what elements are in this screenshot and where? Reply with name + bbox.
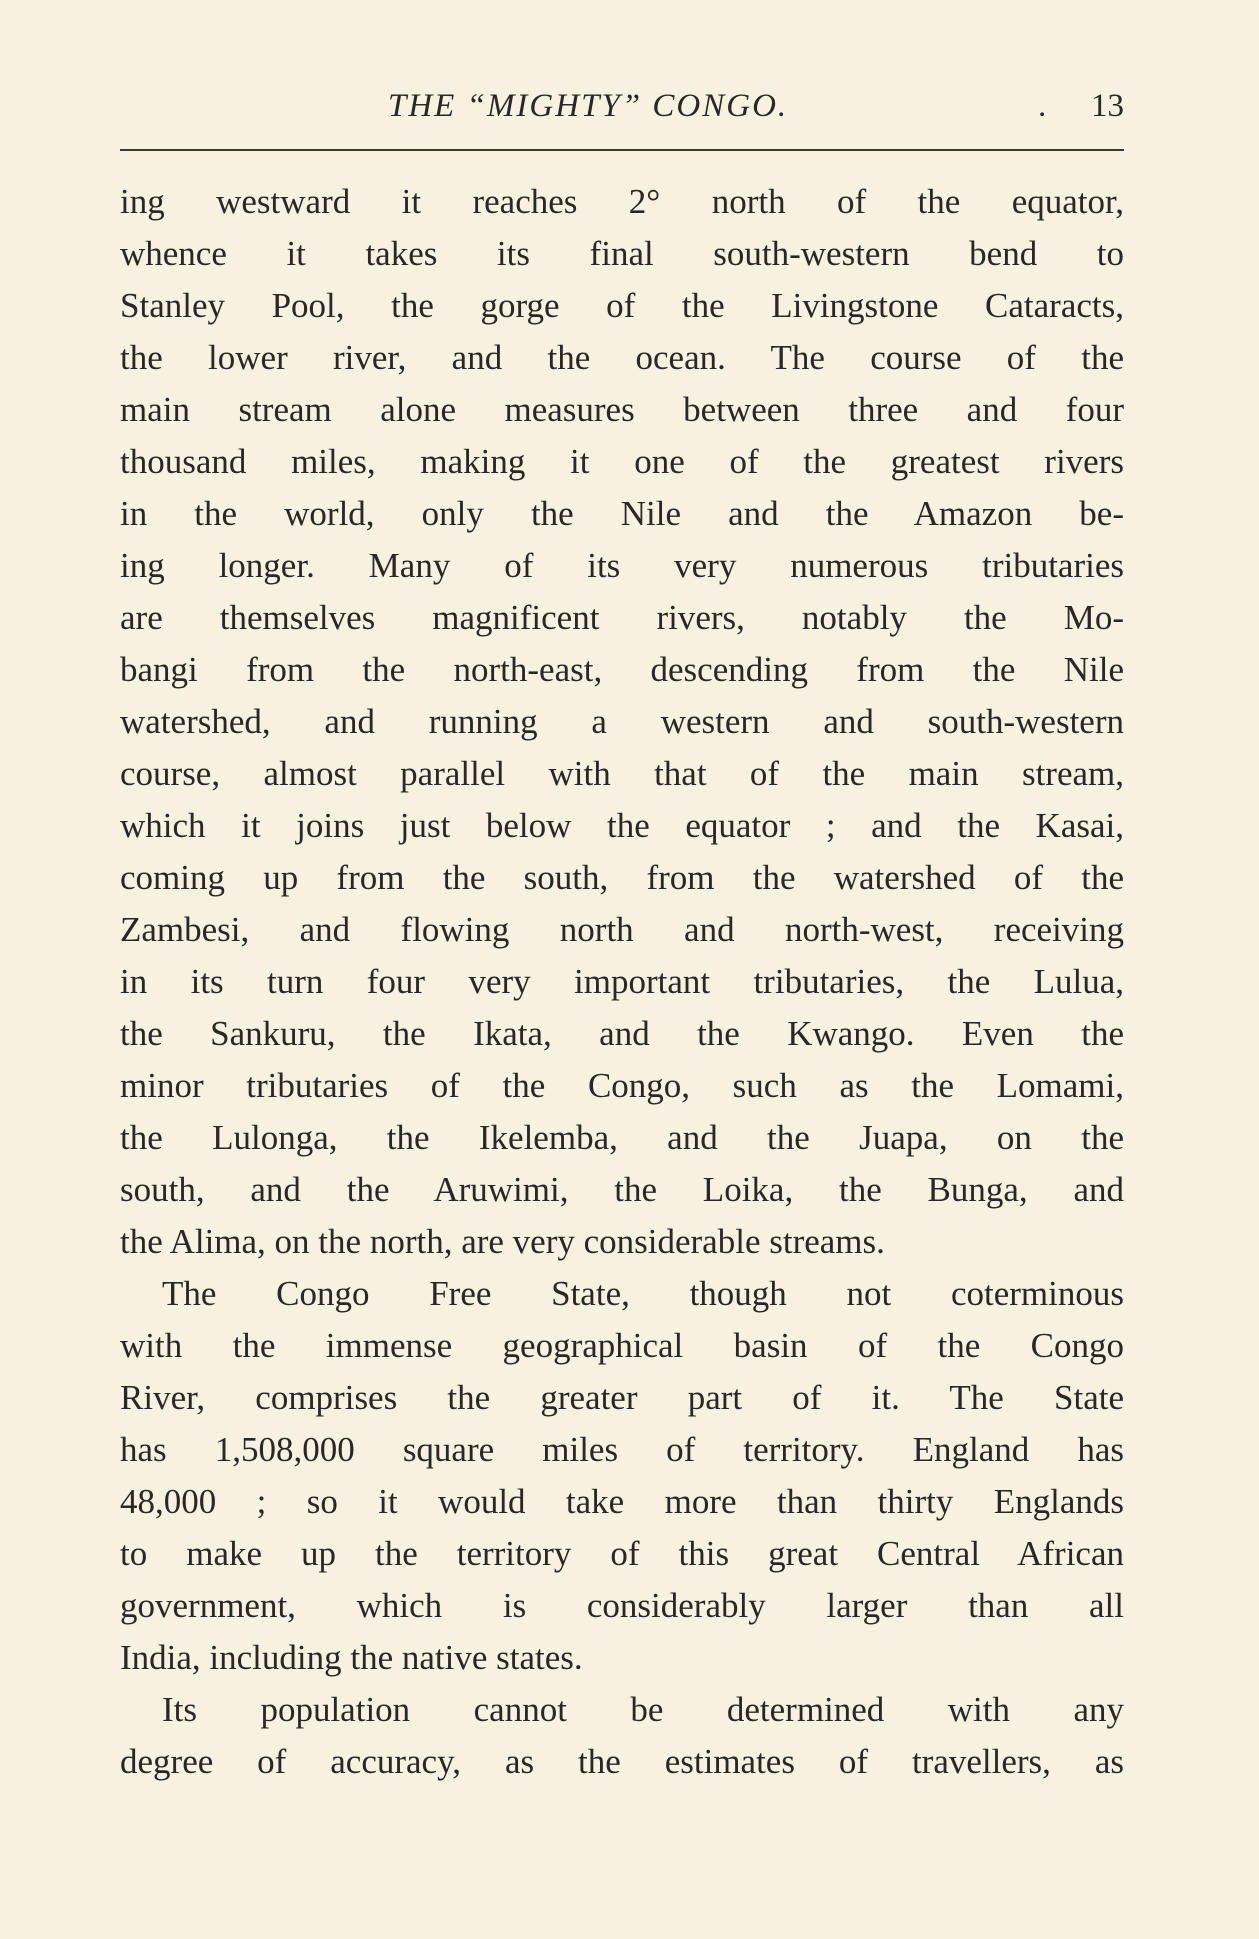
text-line: the Sankuru, the Ikata, and the Kwango. Even the (120, 1014, 1124, 1053)
text-line: are themselves magnificent rivers, notably the Mo- (120, 598, 1124, 637)
text-line: has 1,508,000 square miles of territory. England has (120, 1430, 1124, 1469)
text-line: degree of accuracy, as the estimates of travellers, as (120, 1742, 1124, 1781)
text-line: to make up the territory of this great Central African (120, 1534, 1124, 1573)
text-line: the lower river, and the ocean. The course of the (120, 338, 1124, 377)
text-line: watershed, and running a western and south-western (120, 702, 1124, 741)
text-line: main stream alone measures between three and four (120, 390, 1124, 429)
text-line: in its turn four very important tributaries, the Lulua, (120, 962, 1124, 1001)
text-line: bangi from the north-east, descending from the Nile (120, 650, 1124, 689)
text-line: Stanley Pool, the gorge of the Livingstone Cataracts, (120, 286, 1124, 325)
running-title: THE “MIGHTY” CONGO. (388, 88, 789, 124)
text-line: thousand miles, making it one of the greatest rivers (120, 442, 1124, 481)
header-separator: . (1038, 88, 1047, 124)
paragraph-first-line: Its population cannot be determined with any (162, 1690, 1124, 1729)
text-line: which it joins just below the equator ; and the Kasai, (120, 806, 1124, 845)
text-line: ing westward it reaches 2° north of the equator, (120, 182, 1124, 221)
header-rule (120, 149, 1124, 151)
body-text (120, 176, 1124, 1788)
text-line: the Lulonga, the Ikelemba, and the Juapa, on the (120, 1118, 1124, 1157)
running-head (120, 82, 1124, 130)
text-line: Zambesi, and flowing north and north-west, receiving (120, 910, 1124, 949)
text-line: course, almost parallel with that of the main stream, (120, 754, 1124, 793)
text-line: River, comprises the greater part of it. The State (120, 1378, 1124, 1417)
text-line: government, which is considerably larger than all (120, 1586, 1124, 1625)
text-line: whence it takes its final south-western bend to (120, 234, 1124, 273)
page-number: 13 (1091, 88, 1124, 124)
paragraph-first-line: The Congo Free State, though not coterminous (162, 1274, 1124, 1313)
text-line: ing longer. Many of its very numerous tributaries (120, 546, 1124, 585)
text-line: south, and the Aruwimi, the Loika, the Bunga, and (120, 1170, 1124, 1209)
text-line: 48,000 ; so it would take more than thirty Englands (120, 1482, 1124, 1521)
text-line: India, including the native states. (120, 1638, 583, 1677)
text-line: with the immense geographical basin of the Congo (120, 1326, 1124, 1365)
text-line: the Alima, on the north, are very considerable streams. (120, 1222, 885, 1261)
text-line: in the world, only the Nile and the Amazon be- (120, 494, 1124, 533)
text-line: coming up from the south, from the watershed of the (120, 858, 1124, 897)
text-line: minor tributaries of the Congo, such as the Lomami, (120, 1066, 1124, 1105)
